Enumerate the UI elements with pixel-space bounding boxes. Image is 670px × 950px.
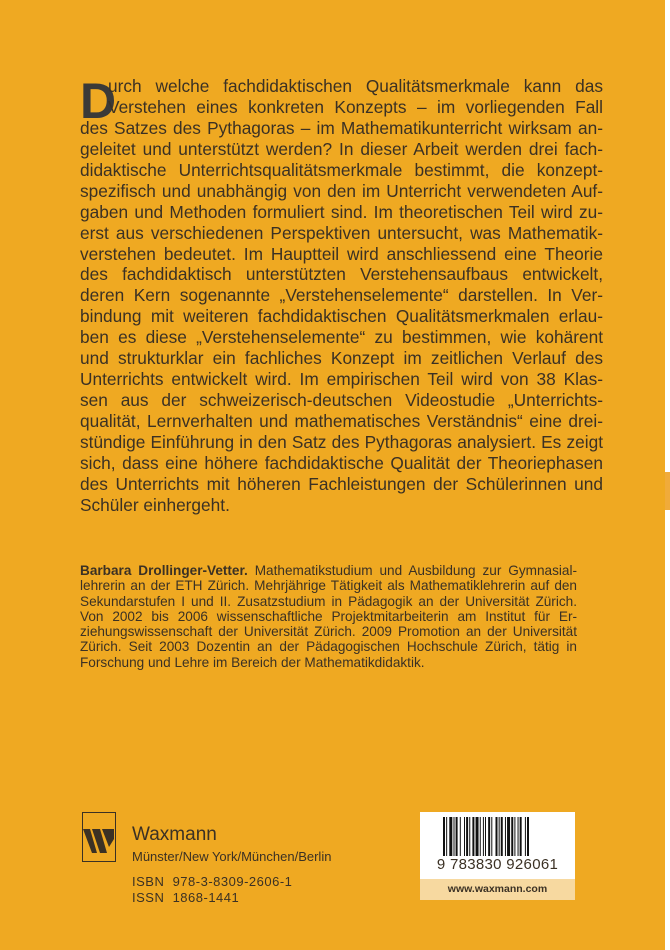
blurb-line: des fachdidaktisch unterstützten Verstehensaufbaus entwickelt, <box>80 264 603 285</box>
blurb-line: erst aus verschiedenen Perspektiven untersucht, was Mathematik- <box>80 222 603 243</box>
waxmann-logo-icon <box>82 812 116 862</box>
blurb-line: urch welche fachdidaktischen Qualitätsmerkmale kann das <box>108 76 603 96</box>
publisher-url: www.waxmann.com <box>420 879 575 900</box>
author-bio <box>80 563 577 670</box>
blurb-line: und strukturklar ein fachliches Konzept im zeitlichen Verlauf des <box>80 348 603 369</box>
bio-text: Mathematikstudium und Ausbildung zur Gymnasial- <box>247 563 577 578</box>
blurb-line: deren Kern sogenannte „Verstehenselemente“ darstellen. In Ver- <box>80 285 603 306</box>
blurb-line: Schüler einhergeht. <box>80 494 230 515</box>
publisher-name: Waxmann <box>132 824 217 845</box>
blurb-line: Verstehen eines konkreten Konzepts – im vorliegenden Fall <box>108 96 603 117</box>
publisher-cities: Münster/New York/München/Berlin <box>132 849 332 864</box>
blurb-line: verstehen bedeutet. Im Hauptteil wird anschliessend eine Theorie <box>80 243 603 264</box>
blurb-line: qualität, Lernverhalten und mathematisches Verständnis“ eine drei- <box>80 411 603 431</box>
author-name: Barbara Drollinger-Vetter. <box>80 563 248 578</box>
bio-line: lehrerin an der ETH Zürich. Mehrjährige Tätigkeit als Mathematiklehrerin auf den <box>80 578 577 594</box>
bio-line: Forschung und Lehre im Bereich der Mathematikdidaktik. <box>80 654 425 670</box>
bio-line <box>80 563 577 578</box>
blurb-line: spezifisch und unabhängig von den im Unterricht verwendeten Auf- <box>80 180 603 201</box>
edge-tab <box>665 472 670 510</box>
barcode-number: 9 783830 926061 <box>420 856 575 873</box>
blurb-line: didaktische Unterrichtsqualitätsmerkmale bestimmt, die konzept- <box>80 159 603 180</box>
bio-line: Sekundarstufen I und II. Zusatzstudium in Pädagogik an der Universität Zürich. <box>80 593 577 609</box>
bio-line: Zürich. Seit 2003 Dozentin an der Pädagogischen Hochschule Zürich, tätig in <box>80 639 577 655</box>
isbn-block <box>132 874 292 906</box>
blurb-line: Unterrichts entwickelt wird. Im empirischen Teil wird von 38 Klas- <box>80 369 603 390</box>
blurb-line: ben es diese „Verstehenselemente“ zu bestimmen, wie kohärent <box>80 327 603 348</box>
blurb-text <box>80 73 603 516</box>
blurb-line: geleitet und unterstützt werden? In dieser Arbeit werden drei fach- <box>80 138 603 159</box>
isbn: ISBN 978-3-8309-2606-1 <box>132 874 293 889</box>
blurb-line: bindung mit weiteren fachdidaktischen Qualitätsmerkmalen erlau- <box>80 306 603 327</box>
drop-cap: D <box>80 73 117 129</box>
blurb-line: stündige Einführung in den Satz des Pythagoras analysiert. Es zeigt <box>80 431 603 452</box>
bio-line: ziehungswissenschaft der Universität Zürich. 2009 Promotion an der Universität <box>80 624 577 640</box>
blurb-line: sen aus der schweizerisch-deutschen Videostudie „Unterrichts- <box>80 390 603 411</box>
blurb-line: gaben und Methoden formuliert sind. Im theoretischen Teil wird zu- <box>80 201 603 222</box>
issn: ISSN 1868-1441 <box>132 890 240 905</box>
blurb-line: sich, dass eine höhere fachdidaktische Qualität der Theoriephasen <box>80 452 603 473</box>
bio-line: Von 2002 bis 2006 wissenschaftliche Projektmitarbeiterin am Institut für Er- <box>80 608 577 624</box>
blurb-line: des Satzes des Pythagoras – im Mathematikunterricht wirksam an- <box>80 117 603 138</box>
barcode <box>420 812 575 900</box>
blurb-line: des Unterrichts mit höheren Fachleistungen der Schülerinnen und <box>80 473 603 494</box>
